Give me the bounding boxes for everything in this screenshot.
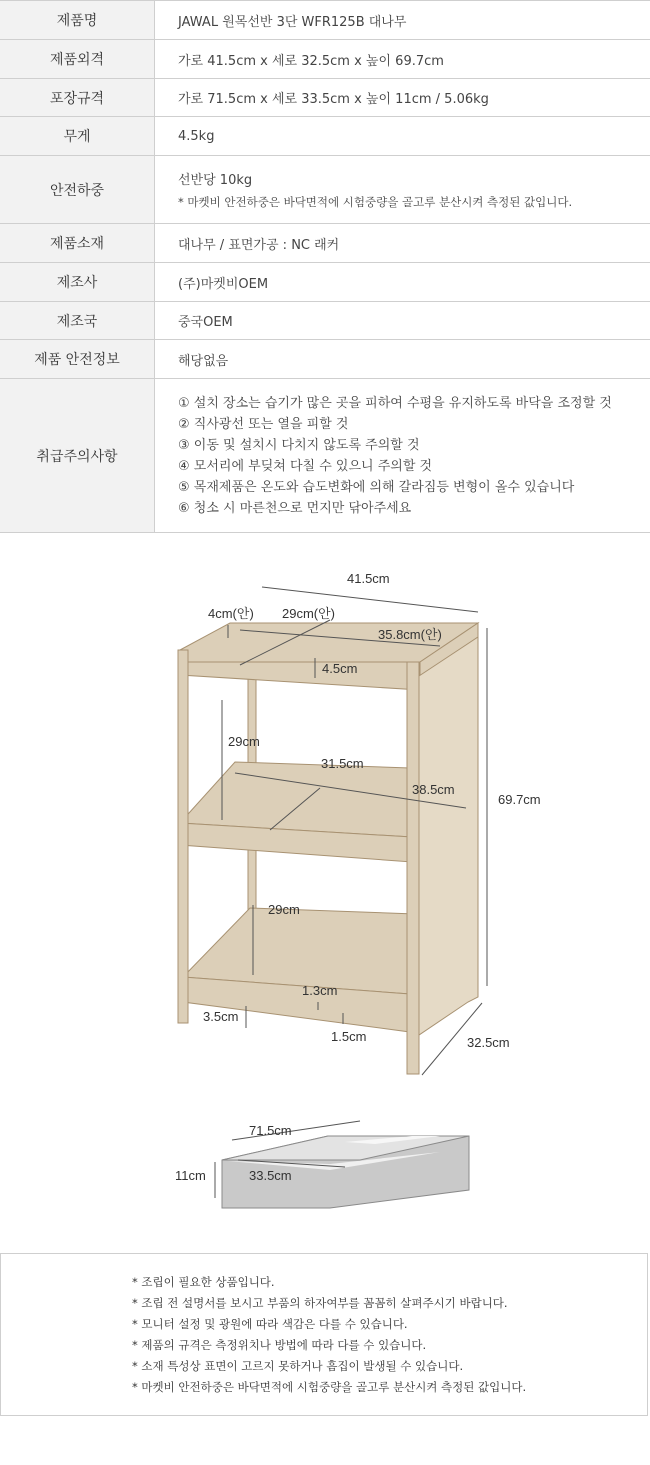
care-line: ② 직사광선 또는 열을 피할 것	[178, 416, 349, 432]
care-line: ④ 모서리에 부딪쳐 다칠 수 있으니 주의할 것	[178, 458, 433, 474]
care-line: ③ 이동 및 설치시 다치지 않도록 주의할 것	[178, 437, 420, 453]
spec-row-care	[0, 379, 650, 533]
front-right-leg	[407, 662, 419, 1074]
spec-label: 제품외격	[0, 40, 155, 78]
front-left-leg	[178, 650, 188, 1023]
notice-box	[0, 1253, 648, 1416]
dim-mid-depth: 31.5cm	[321, 756, 364, 771]
spec-value: JAWAL 원목선반 3단 WFR125B 대나무	[178, 14, 407, 30]
dim-box-depth: 33.5cm	[249, 1168, 292, 1183]
dim-depth: 32.5cm	[467, 1035, 510, 1050]
spec-value: 4.5kg	[178, 128, 215, 144]
spec-row-dimensions	[0, 40, 650, 79]
notice-line: * 조립이 필요한 상품입니다.	[132, 1275, 275, 1289]
spec-row-maker	[0, 263, 650, 302]
spec-value: 가로 71.5cm x 세로 33.5cm x 높이 11cm / 5.06kg	[178, 92, 489, 107]
notice-line: * 제품의 규격은 측정위치나 방법에 따라 다를 수 있습니다.	[132, 1338, 427, 1352]
spec-row-safety-info	[0, 340, 650, 379]
dim-tray-width: 35.8cm(안)	[378, 627, 442, 642]
spec-row-name	[0, 1, 650, 40]
spec-row-safe-load	[0, 156, 650, 224]
dim-box-length: 71.5cm	[249, 1123, 292, 1138]
spec-row-weight	[0, 117, 650, 156]
notice-line: * 조립 전 설명서를 보시고 부품의 하자여부를 꼼꼼히 살펴주시기 바랍니다.	[132, 1296, 508, 1310]
care-line: ① 설치 장소는 습기가 많은 곳을 피하여 수평을 유지하도록 바닥을 조정할 것	[178, 395, 612, 411]
spec-row-package	[0, 79, 650, 117]
dim-slat-gap: 1.3cm	[302, 983, 338, 998]
spec-label: 제조사	[0, 263, 155, 301]
spec-value: 대나무 / 표면가공 : NC 래커	[178, 237, 340, 253]
spec-label: 제품소재	[0, 224, 155, 262]
dim-gap-lower: 29cm	[268, 902, 300, 917]
spec-note: * 마켓비 안전하중은 바닥면적에 시험중량을 골고루 분산시켜 측정된 값입니다.	[178, 195, 573, 209]
dim-tray-depth: 29cm(안)	[282, 606, 336, 621]
care-line: ⑤ 목재제품은 온도와 습도변화에 의해 갈라짐등 변형이 올수 있습니다	[178, 479, 575, 495]
spec-label: 제품명	[0, 1, 155, 39]
dim-mid-width: 38.5cm	[412, 782, 455, 797]
top-tray-front-rail	[180, 662, 420, 690]
spec-row-origin	[0, 302, 650, 340]
dim-gap-upper: 29cm	[228, 734, 260, 749]
dim-total-height: 69.7cm	[498, 792, 541, 807]
notice-line: * 마켓비 안전하중은 바닥면적에 시험중량을 골고루 분산시켜 측정된 값입니다.	[132, 1380, 527, 1394]
spec-label: 안전하중	[0, 156, 155, 223]
spec-label: 제조국	[0, 302, 155, 339]
spec-row-material	[0, 224, 650, 263]
spec-label: 무게	[0, 117, 155, 155]
right-side-frame	[419, 637, 478, 1035]
notice-line: * 모니터 설정 및 광원에 따라 색감은 다를 수 있습니다.	[132, 1317, 408, 1331]
dim-box-height: 11cm	[175, 1168, 206, 1183]
shelf-illustration	[0, 540, 650, 1252]
spec-value: (주)마켓비OEM	[178, 276, 269, 292]
dimension-diagram	[0, 540, 650, 1252]
spec-value: 해당없음	[178, 353, 229, 369]
spec-value: 선반당 10kg	[178, 173, 253, 188]
spec-value: 중국OEM	[178, 315, 233, 330]
dim-rail-height: 4.5cm	[322, 661, 358, 676]
spec-label: 제품 안전정보	[0, 340, 155, 378]
spec-table	[0, 0, 650, 533]
care-line: ⑥ 청소 시 마른천으로 먼지만 닦아주세요	[178, 500, 412, 516]
dim-foot-height: 3.5cm	[203, 1009, 239, 1024]
spec-value: 가로 41.5cm x 세로 32.5cm x 높이 69.7cm	[178, 53, 444, 69]
dim-leg-thickness: 1.5cm	[331, 1029, 367, 1044]
spec-label: 취급주의사항	[0, 379, 155, 532]
dim-width-top: 41.5cm	[347, 571, 390, 586]
notice-line: * 소재 특성상 표면이 고르지 못하거나 흠집이 발생될 수 있습니다.	[132, 1359, 464, 1373]
dim-tray-rim: 4cm(안)	[208, 606, 254, 621]
spec-label: 포장규격	[0, 79, 155, 116]
